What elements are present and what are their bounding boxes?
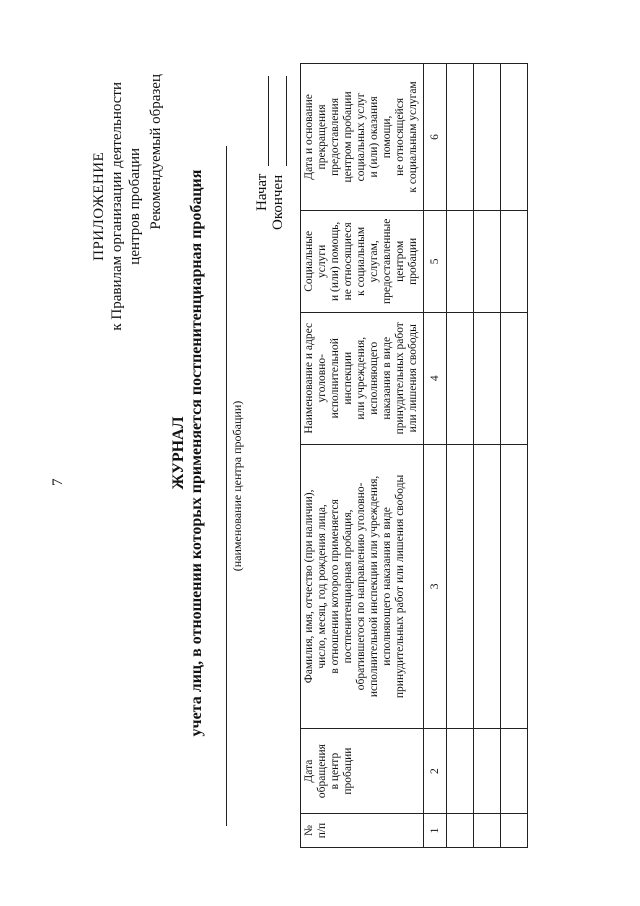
journal-subtitle: учета лиц, в отношении которых применяется постпенитенциарная пробация [188,169,205,737]
table-cell [501,444,528,728]
appendix-line-2: к Правилам организации деятельности [109,82,125,331]
table-cell [447,444,474,728]
table-header-row [301,64,424,848]
ended-date-line [286,76,287,166]
header-cell: Фамилия, имя, отчество (при наличии), число, месяц, год рождения лица, в отношении которого применяется постпенитенциарная пробация, обратившегося по направлению уголовно- исполнительной инспекции или учреждения, исполняющего наказания в виде принудительных работ или лишения свободы [301,444,424,728]
table-cell [474,64,501,211]
table-row [474,64,501,848]
table-cell [447,814,474,848]
page-number: 7 [50,478,66,486]
column-number: 6 [424,64,447,211]
started-date-line [268,76,269,166]
sample-label: Рекомендуемый образец [148,74,164,230]
table-cell [501,814,528,848]
table-cell [474,814,501,848]
center-name-line [226,146,227,826]
table-cell [501,312,528,444]
column-number: 4 [424,312,447,444]
column-number: 3 [424,444,447,728]
header-cell: Наименование и адрес уголовно- исполнительной инспекции или учреждения, исполняющего наказания в виде принудительных работ или лишения свободы [301,312,424,444]
column-number: 2 [424,729,447,814]
appendix-line-3: центров пробации [127,148,143,265]
column-number: 5 [424,210,447,312]
table-row [501,64,528,848]
table-cell [447,312,474,444]
header-cell: Социальные услуги и (или) помощь, не относящиеся к социальным услугам, предоставленные центром пробации [301,210,424,312]
header-cell: Дата и основание прекращения предоставления центром пробации социальных услуг и (или) оказания помощи, не относящейся к социальным услугам [301,64,424,211]
appendix-title: ПРИЛОЖЕНИЕ [91,151,107,261]
table-cell [447,64,474,211]
table-cell [474,444,501,728]
table-cell [447,729,474,814]
appendix-block [90,82,144,331]
journal-table [300,63,528,848]
journal-title: ЖУРНАЛ [170,416,187,490]
column-number-row [424,64,447,848]
header-cell: Дата обращения в центр пробации [301,729,424,814]
journal-heading [170,0,206,906]
table-row [447,64,474,848]
center-name-caption: (наименование центра пробации) [230,400,244,572]
header-cell: № п/п [301,814,424,848]
table-cell [474,312,501,444]
table-cell [501,64,528,211]
table-cell [501,210,528,312]
ended-label: Окончен [270,174,286,230]
started-label: Начат [254,173,270,211]
table-cell [474,210,501,312]
table-cell [474,729,501,814]
table-cell [501,729,528,814]
table-cell [447,210,474,312]
column-number: 1 [424,814,447,848]
